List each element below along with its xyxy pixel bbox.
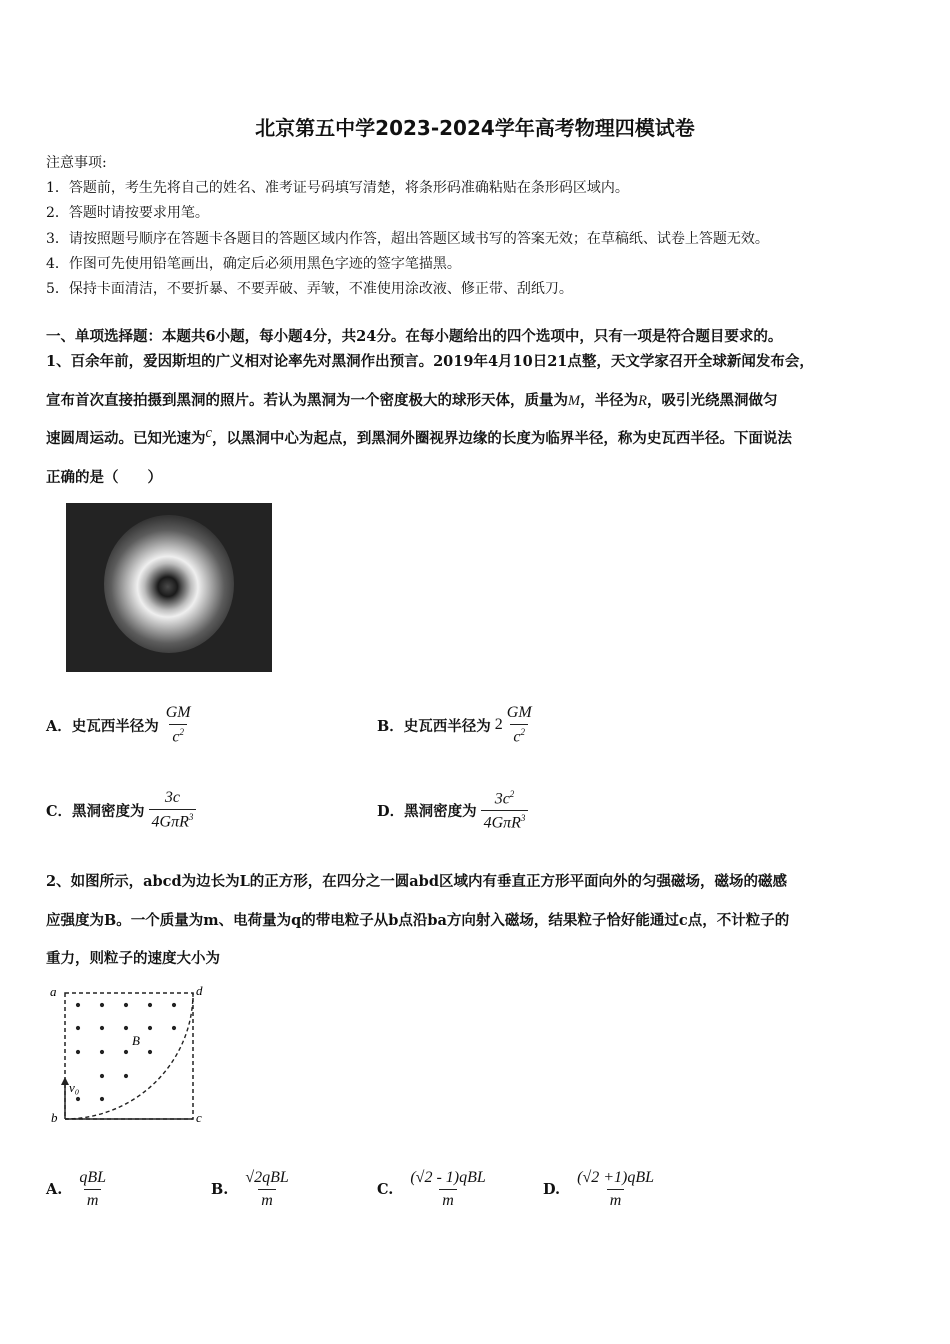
mass-symbol: M bbox=[568, 392, 581, 409]
formula: $\frac{\text{qBL}}{m}$ bbox=[79, 1169, 106, 1209]
label-d: d bbox=[196, 983, 203, 998]
notice-item: 3．请按照题号顺序在答题卡各题目的答题区域内作答，超出答题区域书写的答案无效；在草稿纸、试卷上答题无效。 bbox=[46, 230, 769, 247]
q1-line-3: 速圆周运动。已知光速为c，以黑洞中心为起点，到黑洞外圈视界边缘的长度为临界半径，称为史瓦西半径。下面说法 bbox=[46, 425, 792, 447]
notice-item: 2．答题时请按要求用笔。 bbox=[46, 205, 209, 222]
formula: $\frac{\text{(√2 - 1)qBL}}{m}$ bbox=[410, 1169, 486, 1209]
notice-item: 4．作图可先使用铅笔画出，确定后必须用黑色字迹的签字笔描黑。 bbox=[46, 255, 461, 272]
q1-option-a[interactable]: A．史瓦西半径为 $\frac{GM}{c^2}$ bbox=[46, 704, 194, 746]
q1-option-c[interactable]: C．黑洞密度为 $\frac{3c}{4G\pi R^3}$ bbox=[46, 789, 196, 831]
radius-symbol: R bbox=[638, 392, 647, 409]
formula: $\frac{3c^2}{4G\pi R^3}$ bbox=[481, 789, 529, 833]
q2-option-d[interactable]: D. $\frac{\text{(√2 +1)qBL}}{m}$ bbox=[543, 1169, 657, 1210]
question-2-text bbox=[46, 863, 910, 979]
page-title: 北京第五中学2023-2024学年高考物理四模试卷 bbox=[255, 116, 695, 140]
magnetic-field-diagram bbox=[46, 980, 216, 1130]
square-boundary bbox=[65, 993, 193, 1119]
q2-option-b[interactable]: B. $\frac{\text{√2qBL}}{m}$ bbox=[211, 1169, 292, 1210]
q2-line-1: 2、如图所示，abcd为边长为L的正方形，在四分之一圆abd区域内有垂直正方形平面向外的匀强磁场，磁场的磁感 bbox=[46, 873, 787, 890]
light-speed-symbol: c bbox=[205, 425, 212, 441]
label-c: c bbox=[196, 1110, 202, 1125]
black-hole-photo bbox=[66, 503, 272, 672]
velocity-arrowhead bbox=[61, 1077, 69, 1085]
q2-option-c[interactable]: C. $\frac{\text{(√2 - 1)qBL}}{m}$ bbox=[377, 1169, 489, 1210]
label-v0: v₀ bbox=[69, 1080, 80, 1095]
q1-line-2: 宣布首次直接拍摄到黑洞的照片。若认为黑洞为一个密度极大的球形天体，质量为M，半径为R，吸引光绕黑洞做匀 bbox=[46, 391, 778, 409]
notice-item: 1．答题前，考生先将自己的姓名、准考证号码填写清楚，将条形码准确粘贴在条形码区域内。 bbox=[46, 180, 629, 197]
q1-line-1: 1、百余年前，爱因斯坦的广义相对论率先对黑洞作出预言。2019年4月10日21点整，天文学家召开全球新闻发布会， bbox=[46, 353, 814, 370]
q1-option-d[interactable]: D．黑洞密度为 $\frac{3c^2}{4G\pi R^3}$ bbox=[377, 789, 528, 833]
q1-option-b[interactable]: B．史瓦西半径为 2 $\frac{GM}{c^2}$ bbox=[377, 704, 535, 746]
q2-line-2: 应强度为B。一个质量为m、电荷量为q的带电粒子从b点沿ba方向射入磁场，结果粒子恰好能通过c点，不计粒子的 bbox=[46, 911, 790, 929]
formula: $\frac{GM}{c^2}$ bbox=[506, 704, 532, 746]
question-1-text bbox=[46, 343, 910, 497]
q1-line-4: 正确的是（ ） bbox=[46, 468, 162, 486]
field-dots bbox=[76, 1003, 176, 1101]
notice-block bbox=[46, 151, 916, 302]
section-heading: 一、单项选择题：本题共6小题，每小题4分，共24分。在每小题给出的四个选项中，只有一项是符合题目要求的。 bbox=[46, 328, 783, 345]
q2-line-3: 重力，则粒子的速度大小为 bbox=[46, 950, 220, 967]
label-field-B: B bbox=[132, 1033, 140, 1048]
formula: $\frac{GM}{c^2}$ bbox=[165, 704, 191, 746]
notice-heading: 注意事项: bbox=[46, 155, 107, 171]
quarter-circle-arc bbox=[65, 993, 193, 1119]
formula: $\frac{\text{√2qBL}}{m}$ bbox=[245, 1169, 289, 1209]
formula: $\frac{\text{(√2 +1)qBL}}{m}$ bbox=[577, 1169, 655, 1209]
label-b: b bbox=[51, 1110, 58, 1125]
notice-item: 5．保持卡面清洁，不要折暴、不要弄破、弄皱，不准使用涂改液、修正带、刮纸刀。 bbox=[46, 281, 573, 298]
q2-option-a[interactable]: A. $\frac{\text{qBL}}{m}$ bbox=[46, 1169, 109, 1210]
label-a: a bbox=[50, 984, 57, 999]
formula: $\frac{3c}{4G\pi R^3}$ bbox=[149, 789, 197, 831]
